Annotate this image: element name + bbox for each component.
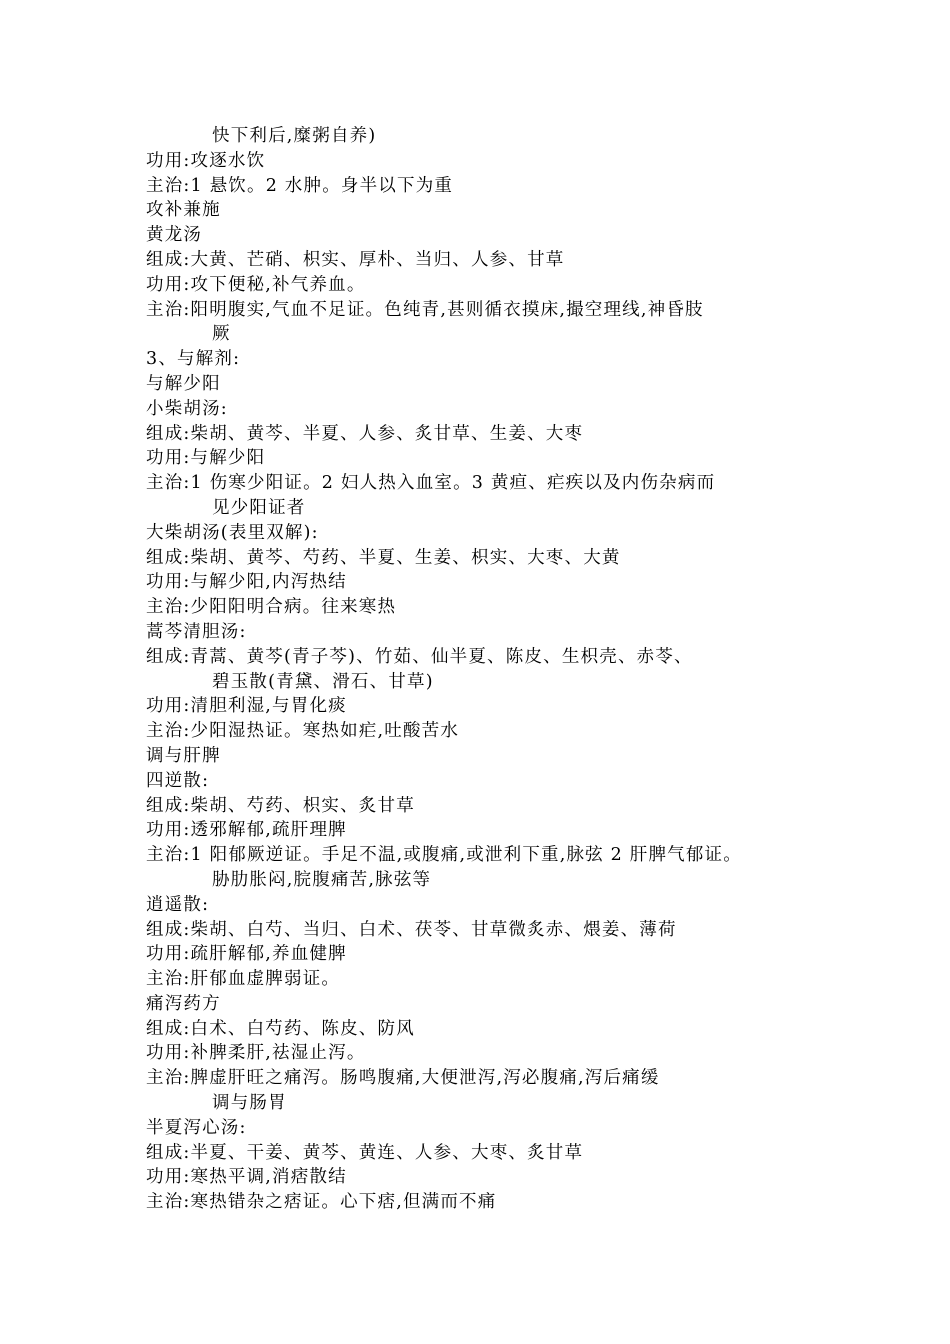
formula-name: 蒿芩清胆汤: [146, 621, 247, 642]
text-line: 组成:柴胡、黄芩、芍药、半夏、生姜、枳实、大枣、大黄 [146, 547, 621, 568]
text-line: 主治:肝郁血虚脾弱证。 [146, 969, 341, 990]
subsection-heading: 调与肠胃 [212, 1093, 287, 1114]
section-heading: 攻补兼施 [146, 200, 221, 221]
text-line: 主治:阳明腹实,气血不足证。色纯青,甚则循衣摸床,撮空理线,神昏肢 [146, 299, 704, 320]
formula-name: 半夏泻心汤: [146, 1117, 247, 1138]
text-line: 组成:柴胡、黄芩、半夏、人参、炙甘草、生姜、大枣 [146, 423, 584, 444]
text-line: 组成:柴胡、白芍、当归、白术、茯苓、甘草微炙赤、煨姜、薄荷 [146, 919, 677, 940]
text-line: 组成:白术、白芍药、陈皮、防风 [146, 1018, 415, 1039]
text-line: 功用:与解少阳,内泻热结 [146, 572, 347, 593]
text-line: 组成:青蒿、黄芩(青子芩)、竹茹、仙半夏、陈皮、生枳壳、赤苓、 [146, 646, 693, 667]
section-heading: 3、与解剂: [146, 349, 241, 370]
text-line: 功用:攻下便秘,补气养血。 [146, 274, 366, 295]
text-line: 功用:与解少阳 [146, 448, 266, 469]
formula-name: 四逆散: [146, 770, 210, 791]
text-line: 功用:透邪解郁,疏肝理脾 [146, 820, 347, 841]
text-line: 碧玉散(青黛、滑石、甘草) [212, 671, 434, 692]
text-line: 功用:补脾柔肝,祛湿止泻。 [146, 1043, 366, 1064]
text-line: 组成:半夏、干姜、黄芩、黄连、人参、大枣、炙甘草 [146, 1142, 584, 1163]
text-line: 胁肋胀闷,脘腹痛苦,脉弦等 [212, 869, 432, 890]
text-line: 厥 [212, 324, 231, 345]
text-line: 功用:疏肝解郁,养血健脾 [146, 944, 347, 965]
text-line: 组成:柴胡、芍药、枳实、炙甘草 [146, 795, 415, 816]
text-line: 主治:脾虚肝旺之痛泻。肠鸣腹痛,大便泄泻,泻必腹痛,泻后痛缓 [146, 1068, 660, 1089]
text-line: 功用:寒热平调,消痞散结 [146, 1167, 347, 1188]
formula-name: 黄龙汤 [146, 225, 203, 246]
text-line: 主治:1 阳郁厥逆证。手足不温,或腹痛,或泄利下重,脉弦 2 肝脾气郁证。 [146, 845, 742, 866]
text-line: 功用:攻逐水饮 [146, 150, 266, 171]
text-line: 功用:清胆利湿,与胃化痰 [146, 696, 347, 717]
subsection-heading: 调与肝脾 [146, 745, 221, 766]
formula-name: 大柴胡汤(表里双解): [146, 522, 319, 543]
subsection-heading: 与解少阳 [146, 373, 221, 394]
text-line: 主治:少阳湿热证。寒热如疟,吐酸苦水 [146, 721, 460, 742]
formula-name: 小柴胡汤: [146, 398, 228, 419]
text-line: 快下利后,糜粥自养) [212, 126, 377, 146]
text-line: 组成:大黄、芒硝、枳实、厚朴、当归、人参、甘草 [146, 249, 565, 270]
document-page [146, 124, 866, 1215]
text-line: 主治:1 伤寒少阳证。2 妇人热入血室。3 黄疸、疟疾以及内伤杂病而 [146, 473, 716, 494]
text-line: 见少阳证者 [212, 497, 306, 518]
text-line: 主治:寒热错杂之痞证。心下痞,但满而不痛 [146, 1192, 497, 1213]
formula-name: 痛泻药方 [146, 993, 221, 1014]
text-line: 主治:少阳阳明合病。往来寒热 [146, 597, 397, 618]
formula-name: 逍遥散: [146, 894, 210, 915]
text-line: 主治:1 悬饮。2 水肿。身半以下为重 [146, 175, 454, 196]
